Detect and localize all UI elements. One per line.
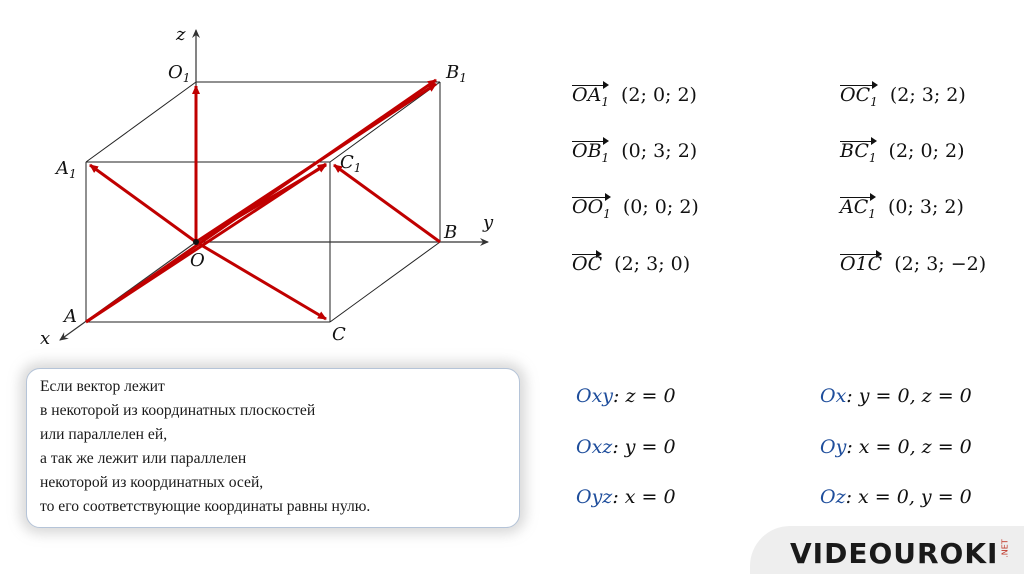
axis-row-oz: Oz: x = 0, y = 0 — [820, 486, 972, 508]
point-O1-label: $O_1$ — [168, 62, 191, 85]
vector-BC1 — [334, 165, 440, 242]
vector-row-OC1: $OC_1$ (2; 3; 2) — [840, 84, 966, 109]
y-axis-label: y — [483, 212, 494, 233]
note-line: в некоторой из координатных плоскостей — [40, 402, 316, 419]
point-A1-label: $A_1$ — [56, 158, 77, 181]
point-C-label: C — [332, 324, 346, 345]
vectors — [86, 80, 440, 322]
note-line: или параллелен ей, — [40, 426, 168, 443]
axis-row-oy: Oy: x = 0, z = 0 — [820, 436, 972, 458]
note-box — [26, 368, 520, 528]
plane-row-oxy: Oxy: z = 0 — [576, 385, 676, 407]
point-A-label: A — [64, 306, 77, 327]
note-line: а так же лежит или параллелен — [40, 450, 247, 467]
point-O-label: O — [190, 250, 205, 271]
vector-row-BC1: $BC_1$ (2; 0; 2) — [840, 140, 965, 165]
z-axis-label: z — [176, 24, 186, 45]
point-C1-label: $C_1$ — [340, 152, 362, 175]
plane-row-oxz: Oxz: y = 0 — [576, 436, 676, 458]
note-line: то его соответствующие координаты равны нулю. — [40, 498, 371, 515]
vector-row-OC: OC (2; 3; 0) — [572, 253, 691, 275]
plane-row-oyz: Oyz: x = 0 — [576, 486, 676, 508]
vector-OA1 — [90, 165, 196, 242]
origin-point — [193, 239, 199, 245]
edge-A1-O1 — [86, 82, 196, 162]
point-B1-label: $B_1$ — [446, 62, 467, 85]
point-B-label: B — [444, 222, 458, 243]
logo-suffix: .NET — [1000, 539, 1010, 558]
note-line: Если вектор лежит — [40, 378, 165, 395]
axis-row-ox: Ox: y = 0, z = 0 — [820, 385, 972, 407]
vector-row-AC1: $AC_1$ (0; 3; 2) — [840, 196, 964, 221]
axes — [60, 30, 488, 340]
vector-row-OB1: $OB_1$ (0; 3; 2) — [572, 140, 698, 165]
vector-OC — [196, 242, 326, 319]
vector-row-OA1: $OA_1$ (2; 0; 2) — [572, 84, 697, 109]
logo: VIDEOUROKI — [790, 537, 999, 570]
vector-row-O1C: O1C (2; 3; −2) — [840, 253, 987, 275]
vector-row-OO1: $OO_1$ (0; 0; 2) — [572, 196, 699, 221]
x-axis — [60, 242, 196, 340]
x-axis-label: x — [40, 328, 51, 349]
edge-C-B — [330, 242, 440, 322]
parallelepiped-diagram — [0, 0, 520, 360]
note-line: некоторой из координатных осей, — [40, 474, 264, 491]
